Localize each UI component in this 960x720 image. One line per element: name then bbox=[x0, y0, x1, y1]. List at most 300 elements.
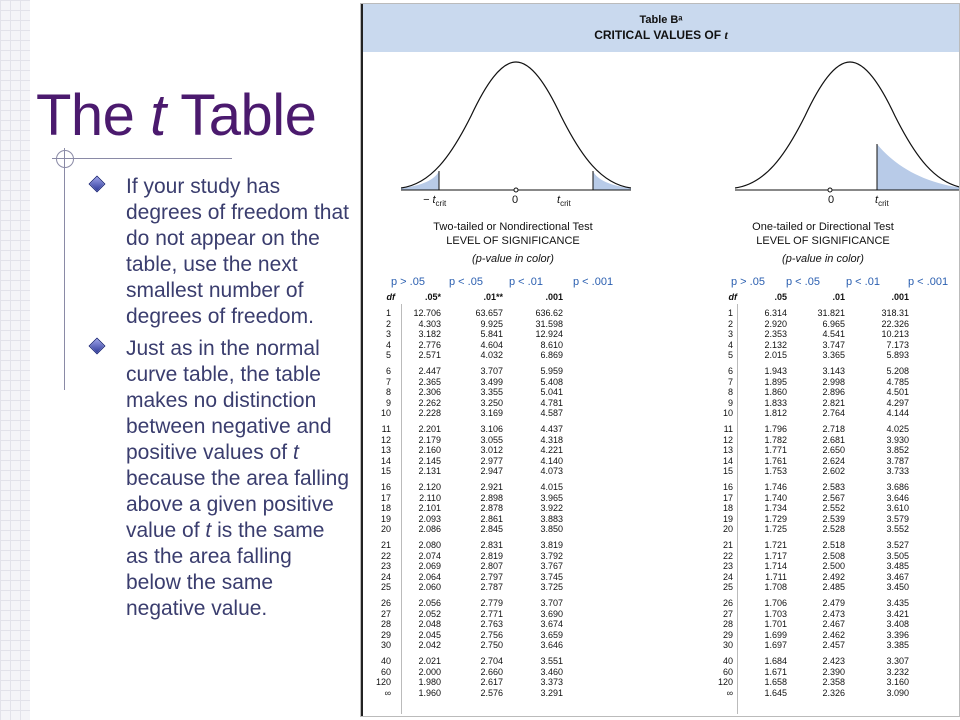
one-tailed-pvalue-headers: p > .05 p < .05 p < .01 p < .001 bbox=[731, 276, 949, 288]
table-cell: 2.021 bbox=[418, 656, 441, 666]
table-cell: 4 bbox=[385, 339, 391, 350]
table-cell: 2.048 bbox=[418, 619, 441, 629]
table-cell: 1.895 bbox=[764, 376, 787, 387]
table-cell: 1.703 bbox=[764, 608, 787, 619]
table-cell: 14 bbox=[722, 455, 733, 466]
table-cell: 2.145 bbox=[418, 455, 441, 466]
table-cell: 3.467 bbox=[886, 571, 909, 582]
table-cell: 4.785 bbox=[886, 376, 909, 387]
table-cell: 28 bbox=[380, 619, 391, 629]
table-cell: 1.699 bbox=[764, 629, 787, 640]
table-cell: 3.922 bbox=[540, 503, 563, 513]
decorative-line bbox=[52, 158, 232, 159]
value-column bbox=[751, 308, 787, 698]
table-cell: 636.62 bbox=[535, 308, 563, 318]
table-cell: 4.501 bbox=[886, 387, 909, 397]
tcrit-label: $t_{crit}$ bbox=[557, 194, 571, 209]
table-cell: 1.943 bbox=[764, 366, 787, 376]
table-cell: 2.080 bbox=[418, 540, 441, 550]
table-cell: 2.462 bbox=[822, 629, 845, 640]
table-cell: 2.576 bbox=[480, 687, 503, 698]
table-cell: 2.921 bbox=[480, 482, 503, 492]
table-cell: 1.645 bbox=[764, 687, 787, 698]
table-cell: 2.228 bbox=[418, 408, 441, 418]
table-cell: 3.646 bbox=[540, 640, 563, 650]
table-cell: 1.721 bbox=[764, 540, 787, 550]
table-cell: 120 bbox=[375, 677, 391, 687]
table-cell: 2.447 bbox=[418, 366, 441, 376]
table-cell: 2.763 bbox=[480, 619, 503, 629]
table-cell: 6 bbox=[385, 366, 391, 376]
table-cell: 8 bbox=[385, 387, 391, 397]
table-cell: 12 bbox=[722, 434, 733, 445]
table-cell: 4.032 bbox=[480, 350, 503, 360]
table-cell: 2 bbox=[385, 318, 391, 329]
table-cell: 2.779 bbox=[480, 598, 503, 608]
table-cell: 2.567 bbox=[822, 492, 845, 503]
table-cell: 3.930 bbox=[886, 434, 909, 445]
table-cell: 18 bbox=[380, 503, 391, 513]
table-cell: 1.725 bbox=[764, 524, 787, 534]
table-cell: 2.539 bbox=[822, 513, 845, 524]
table-cell: 2.326 bbox=[822, 687, 845, 698]
table-cell: 4.541 bbox=[822, 329, 845, 339]
table-cell: 3.396 bbox=[886, 629, 909, 640]
table-cell: 2.797 bbox=[480, 571, 503, 582]
table-cell: 2.831 bbox=[480, 540, 503, 550]
value-column bbox=[463, 308, 503, 698]
table-cell: 1.701 bbox=[764, 619, 787, 629]
table-cell: 4.025 bbox=[886, 424, 909, 434]
table-cell: 22 bbox=[722, 550, 733, 561]
table-cell: 3.435 bbox=[886, 598, 909, 608]
table-cell: 3.355 bbox=[480, 387, 503, 397]
table-cell: 9 bbox=[385, 397, 391, 408]
table-cell: 60 bbox=[380, 666, 391, 677]
table-cell: 7 bbox=[727, 376, 733, 387]
bullet-item: Just as in the normal curve table, the table makes no distinction between negative and positive values of t because the area falling above a given positive value of t is the same as the area falling below the same negative value. bbox=[90, 336, 352, 622]
decorative-strip bbox=[0, 0, 30, 720]
table-cell: 3.686 bbox=[886, 482, 909, 492]
table-cell: 2.500 bbox=[822, 561, 845, 571]
table-cell: 2.479 bbox=[822, 598, 845, 608]
table-cell: 3.883 bbox=[540, 513, 563, 524]
table-cell: 4.587 bbox=[540, 408, 563, 418]
table-cell: 4.221 bbox=[540, 445, 563, 455]
table-cell: 3.579 bbox=[886, 513, 909, 524]
decorative-line-vertical bbox=[64, 148, 65, 390]
table-cell: 1.796 bbox=[764, 424, 787, 434]
table-cell: 2.650 bbox=[822, 445, 845, 455]
table-cell: 318.31 bbox=[881, 308, 909, 318]
table-cell: 7.173 bbox=[886, 339, 909, 350]
table-cell: 3.460 bbox=[540, 666, 563, 677]
table-cell: 2.358 bbox=[822, 677, 845, 687]
table-cell: 2.086 bbox=[418, 524, 441, 534]
table-cell: 18 bbox=[722, 503, 733, 513]
table-cell: 24 bbox=[722, 571, 733, 582]
table-cell: 2.467 bbox=[822, 619, 845, 629]
table-cell: 2.819 bbox=[480, 550, 503, 561]
table-cell: 2.045 bbox=[418, 629, 441, 640]
table-cell: 22 bbox=[380, 550, 391, 561]
table-cell: 17 bbox=[722, 492, 733, 503]
column-divider bbox=[737, 304, 738, 714]
table-cell: 3.767 bbox=[540, 561, 563, 571]
table-cell: 3.385 bbox=[886, 640, 909, 650]
table-cell: 5.041 bbox=[540, 387, 563, 397]
table-cell: 2.390 bbox=[822, 666, 845, 677]
table-cell: 30 bbox=[380, 640, 391, 650]
table-cell: 25 bbox=[722, 582, 733, 592]
table-cell: 2.807 bbox=[480, 561, 503, 571]
table-cell: 2.704 bbox=[480, 656, 503, 666]
col-header: .001 bbox=[545, 292, 563, 302]
table-cell: 1.711 bbox=[765, 571, 787, 582]
table-cell: 2.518 bbox=[822, 540, 845, 550]
bell-curve bbox=[401, 62, 631, 188]
table-cell: 27 bbox=[380, 608, 391, 619]
table-cell: 2.756 bbox=[480, 629, 503, 640]
table-cell: 1.980 bbox=[418, 677, 441, 687]
table-cell: 3.674 bbox=[540, 619, 563, 629]
table-cell: 31.598 bbox=[535, 318, 563, 329]
table-cell: 15 bbox=[722, 466, 733, 476]
col-header: .05 bbox=[774, 292, 787, 302]
table-cell: 20 bbox=[380, 524, 391, 534]
table-cell: 2.583 bbox=[822, 482, 845, 492]
table-cell: 4.144 bbox=[886, 408, 909, 418]
table-cell: 2.845 bbox=[480, 524, 503, 534]
table-cell: 2.052 bbox=[418, 608, 441, 619]
table-cell: 2.508 bbox=[822, 550, 845, 561]
table-cell: 23 bbox=[380, 561, 391, 571]
table-cell: 2.457 bbox=[822, 640, 845, 650]
table-cell: 9.925 bbox=[480, 318, 503, 329]
table-cell: 63.657 bbox=[475, 308, 503, 318]
table-cell: 2.015 bbox=[764, 350, 787, 360]
table-cell: 2 bbox=[727, 318, 733, 329]
table-cell: 1.697 bbox=[764, 640, 787, 650]
table-cell: 29 bbox=[380, 629, 391, 640]
bullet-item: If your study has degrees of freedom that do not appear on the table, use the next smallest number of degrees of freedom. bbox=[90, 174, 352, 330]
table-cell: 3.373 bbox=[540, 677, 563, 687]
table-cell: 40 bbox=[380, 656, 391, 666]
table-cell: 3 bbox=[727, 329, 733, 339]
table-cell: 26 bbox=[722, 598, 733, 608]
table-cell: 3.659 bbox=[540, 629, 563, 640]
col-header: .05* bbox=[424, 292, 441, 302]
value-column bbox=[869, 308, 909, 698]
table-cell: 2.160 bbox=[418, 445, 441, 455]
value-column bbox=[403, 308, 441, 698]
table-cell: 1.684 bbox=[764, 656, 787, 666]
table-cell: 3.090 bbox=[886, 687, 909, 698]
table-cell: 2.485 bbox=[822, 582, 845, 592]
table-cell: 2.492 bbox=[822, 571, 845, 582]
table-cell: 2.681 bbox=[822, 434, 845, 445]
table-cell: 3.707 bbox=[480, 366, 503, 376]
table-cell: 29 bbox=[722, 629, 733, 640]
table-cell: 22.326 bbox=[881, 318, 909, 329]
table-cell: 3.707 bbox=[540, 598, 563, 608]
one-tailed-curve bbox=[735, 56, 959, 209]
table-cell: 3.552 bbox=[886, 524, 909, 534]
table-cell: 2.131 bbox=[418, 466, 441, 476]
table-cell: 3.965 bbox=[540, 492, 563, 503]
table-cell: 11 bbox=[381, 424, 391, 434]
table-cell: 1.746 bbox=[764, 482, 787, 492]
table-cell: 3.450 bbox=[886, 582, 909, 592]
neg-tcrit-label: − $t_{crit}$ bbox=[423, 194, 447, 209]
table-cell: 21 bbox=[380, 540, 391, 550]
table-cell: 3.408 bbox=[886, 619, 909, 629]
table-cell: 4.297 bbox=[886, 397, 909, 408]
table-cell: 16 bbox=[722, 482, 733, 492]
table-cell: 3.852 bbox=[886, 445, 909, 455]
table-cell: 3.232 bbox=[886, 666, 909, 677]
table-cell: 60 bbox=[722, 666, 733, 677]
table-cell: 2.920 bbox=[764, 318, 787, 329]
table-cell: 1.833 bbox=[764, 397, 787, 408]
table-cell: 4.318 bbox=[540, 434, 563, 445]
table-cell: 2.423 bbox=[822, 656, 845, 666]
table-cell: 10.213 bbox=[881, 329, 909, 339]
table-cell: 2.306 bbox=[418, 387, 441, 397]
table-cell: 3.485 bbox=[886, 561, 909, 571]
table-cell: 31.821 bbox=[817, 308, 845, 318]
diamond-bullet-icon bbox=[90, 177, 104, 191]
table-cell: 2.201 bbox=[418, 424, 441, 434]
table-cell: ∞ bbox=[384, 687, 391, 698]
table-cell: 14 bbox=[380, 455, 391, 466]
table-cell: 13 bbox=[380, 445, 391, 455]
table-cell: 3.499 bbox=[480, 376, 503, 387]
table-cell: 3.421 bbox=[886, 608, 909, 619]
table-cell: 4.437 bbox=[540, 424, 563, 434]
table-cell: 3.551 bbox=[540, 656, 563, 666]
table-cell: 1.671 bbox=[764, 666, 787, 677]
table-cell: 2.132 bbox=[764, 339, 787, 350]
table-cell: 4.781 bbox=[540, 397, 563, 408]
table-cell: 2.365 bbox=[418, 376, 441, 387]
table-cell: 30 bbox=[722, 640, 733, 650]
table-cell: 1.734 bbox=[764, 503, 787, 513]
value-column bbox=[523, 308, 563, 698]
table-cell: 2.571 bbox=[418, 350, 441, 360]
table-cell: 3.745 bbox=[540, 571, 563, 582]
table-cell: 10 bbox=[722, 408, 733, 418]
tcrit-label: $t_{crit}$ bbox=[875, 194, 889, 209]
table-cell: 1.761 bbox=[764, 455, 787, 466]
table-cell: 12.924 bbox=[535, 329, 563, 339]
df-column bbox=[375, 308, 391, 698]
table-cell: 6.965 bbox=[822, 318, 845, 329]
table-cell: 4.303 bbox=[418, 318, 441, 329]
table-cell: 2.821 bbox=[822, 397, 845, 408]
table-cell: 1.782 bbox=[764, 434, 787, 445]
table-cell: 3.850 bbox=[540, 524, 563, 534]
table-cell: 6 bbox=[727, 366, 733, 376]
table-cell: 3.527 bbox=[886, 540, 909, 550]
diamond-bullet-icon bbox=[90, 339, 104, 353]
table-cell: 25 bbox=[380, 582, 391, 592]
table-cell: 3.012 bbox=[480, 445, 503, 455]
table-cell: 3.690 bbox=[540, 608, 563, 619]
table-cell: 3.505 bbox=[886, 550, 909, 561]
table-cell: 3.733 bbox=[886, 466, 909, 476]
two-tailed-pvalue-headers: p > .05 p < .05 p < .01 p < .001 bbox=[391, 276, 614, 288]
table-cell: 16 bbox=[380, 482, 391, 492]
table-cell: 5.959 bbox=[540, 366, 563, 376]
table-cell: 2.750 bbox=[480, 640, 503, 650]
df-header: df bbox=[386, 292, 395, 302]
table-cell: 5.408 bbox=[540, 376, 563, 387]
table-cell: 3.787 bbox=[886, 455, 909, 466]
table-cell: 1 bbox=[727, 308, 733, 318]
table-cell: 4.140 bbox=[540, 455, 563, 466]
table-cell: 27 bbox=[722, 608, 733, 619]
table-cell: 20 bbox=[722, 524, 733, 534]
table-cell: 2.101 bbox=[418, 503, 441, 513]
table-cell: 3.250 bbox=[480, 397, 503, 408]
table-cell: 3.365 bbox=[822, 350, 845, 360]
table-cell: 12.706 bbox=[413, 308, 441, 318]
table-cell: 17 bbox=[380, 492, 391, 503]
table-cell: 2.552 bbox=[822, 503, 845, 513]
table-cell: 3.160 bbox=[886, 677, 909, 687]
t-table-image bbox=[361, 4, 959, 716]
table-cell: 2.110 bbox=[419, 492, 441, 503]
table-cell: 2.353 bbox=[764, 329, 787, 339]
table-cell: 2.771 bbox=[480, 608, 503, 619]
table-cell: 2.602 bbox=[822, 466, 845, 476]
table-cell: 4.073 bbox=[540, 466, 563, 476]
table-cell: 2.060 bbox=[418, 582, 441, 592]
table-title: CRITICAL VALUES OF t bbox=[594, 28, 728, 42]
table-cell: 9 bbox=[727, 397, 733, 408]
table-cell: 19 bbox=[380, 513, 391, 524]
table-cell: 2.056 bbox=[418, 598, 441, 608]
bullet-list bbox=[90, 174, 352, 628]
col-header: .01 bbox=[832, 292, 845, 302]
table-cell: 1.812 bbox=[764, 408, 787, 418]
table-cell: 15 bbox=[380, 466, 391, 476]
table-cell: 2.042 bbox=[418, 640, 441, 650]
table-cell: 2.787 bbox=[480, 582, 503, 592]
table-cell: 1.729 bbox=[764, 513, 787, 524]
table-cell: 24 bbox=[380, 571, 391, 582]
table-cell: 23 bbox=[722, 561, 733, 571]
right-tail-shade bbox=[877, 144, 959, 190]
table-cell: 3.819 bbox=[540, 540, 563, 550]
table-cell: 3.307 bbox=[886, 656, 909, 666]
table-cell: 5.893 bbox=[886, 350, 909, 360]
table-cell: 11 bbox=[723, 424, 733, 434]
table-cell: 2.998 bbox=[822, 376, 845, 387]
table-cell: 19 bbox=[722, 513, 733, 524]
table-cell: 6.314 bbox=[764, 308, 787, 318]
one-tailed-heading: One-tailed or Directional Test LEVEL OF SIGNIFICANCE (p-value in color) bbox=[752, 221, 894, 265]
table-cell: 3.725 bbox=[540, 582, 563, 592]
table-cell: 1.960 bbox=[418, 687, 441, 698]
table-cell: 2.179 bbox=[418, 434, 441, 445]
table-cell: 3.291 bbox=[540, 687, 563, 698]
table-cell: 1.717 bbox=[764, 550, 787, 561]
table-cell: 1.708 bbox=[764, 582, 787, 592]
table-cell: 13 bbox=[722, 445, 733, 455]
table-cell: 2.977 bbox=[480, 455, 503, 466]
table-cell: 3.169 bbox=[480, 408, 503, 418]
table-cell: 2.528 bbox=[822, 524, 845, 534]
table-cell: 120 bbox=[717, 677, 733, 687]
table-cell: 1.714 bbox=[764, 561, 787, 571]
table-cell: 4.015 bbox=[540, 482, 563, 492]
table-cell: 5 bbox=[385, 350, 391, 360]
table-cell: 2.878 bbox=[480, 503, 503, 513]
table-cell: 2.896 bbox=[822, 387, 845, 397]
table-cell: 3.792 bbox=[540, 550, 563, 561]
table-cell: 2.660 bbox=[480, 666, 503, 677]
col-header: .01** bbox=[483, 292, 503, 302]
table-cell: 2.861 bbox=[480, 513, 503, 524]
table-cell: 3.143 bbox=[822, 366, 845, 376]
table-cell: 1.740 bbox=[764, 492, 787, 503]
table-cell: 2.262 bbox=[418, 397, 441, 408]
df-column bbox=[717, 308, 733, 698]
table-cell: 7 bbox=[385, 376, 391, 387]
table-cell: 2.624 bbox=[822, 455, 845, 466]
table-cell: 10 bbox=[380, 408, 391, 418]
table-cell: 4.604 bbox=[480, 339, 503, 350]
table-cell: 3.182 bbox=[418, 329, 441, 339]
table-cell: 21 bbox=[722, 540, 733, 550]
table-cell: 2.776 bbox=[418, 339, 441, 350]
decorative-circle bbox=[56, 150, 74, 168]
table-cell: 5.841 bbox=[480, 329, 503, 339]
table-cell: 1.706 bbox=[764, 598, 787, 608]
table-cell: 3.106 bbox=[480, 424, 503, 434]
table-cell: 3.610 bbox=[886, 503, 909, 513]
table-cell: 1 bbox=[385, 308, 391, 318]
table-cell: 2.718 bbox=[822, 424, 845, 434]
table-cell: 1.771 bbox=[764, 445, 787, 455]
table-cell: 2.617 bbox=[480, 677, 503, 687]
table-cell: 3.747 bbox=[822, 339, 845, 350]
table-cell: 2.898 bbox=[480, 492, 503, 503]
table-cell: ∞ bbox=[726, 687, 733, 698]
table-cell: 2.074 bbox=[418, 550, 441, 561]
table-cell: 26 bbox=[380, 598, 391, 608]
table-cell: 5 bbox=[727, 350, 733, 360]
table-cell: 4 bbox=[727, 339, 733, 350]
table-cell: 2.069 bbox=[418, 561, 441, 571]
table-cell: 3.055 bbox=[480, 434, 503, 445]
table-cell: 2.947 bbox=[480, 466, 503, 476]
table-cell: 6.869 bbox=[540, 350, 563, 360]
table-cell: 1.658 bbox=[764, 677, 787, 687]
col-header: .001 bbox=[891, 292, 909, 302]
table-cell: 2.000 bbox=[418, 666, 441, 677]
table-cell: 12 bbox=[380, 434, 391, 445]
table-label: Table Bᵃ bbox=[639, 14, 683, 26]
table-cell: 3 bbox=[385, 329, 391, 339]
zero-label: 0 bbox=[512, 194, 519, 206]
two-tailed-heading: Two-tailed or Nondirectional Test LEVEL OF SIGNIFICANCE (p-value in color) bbox=[433, 221, 593, 265]
column-divider bbox=[401, 304, 402, 714]
table-cell: 1.753 bbox=[764, 466, 787, 476]
table-cell: 40 bbox=[722, 656, 733, 666]
